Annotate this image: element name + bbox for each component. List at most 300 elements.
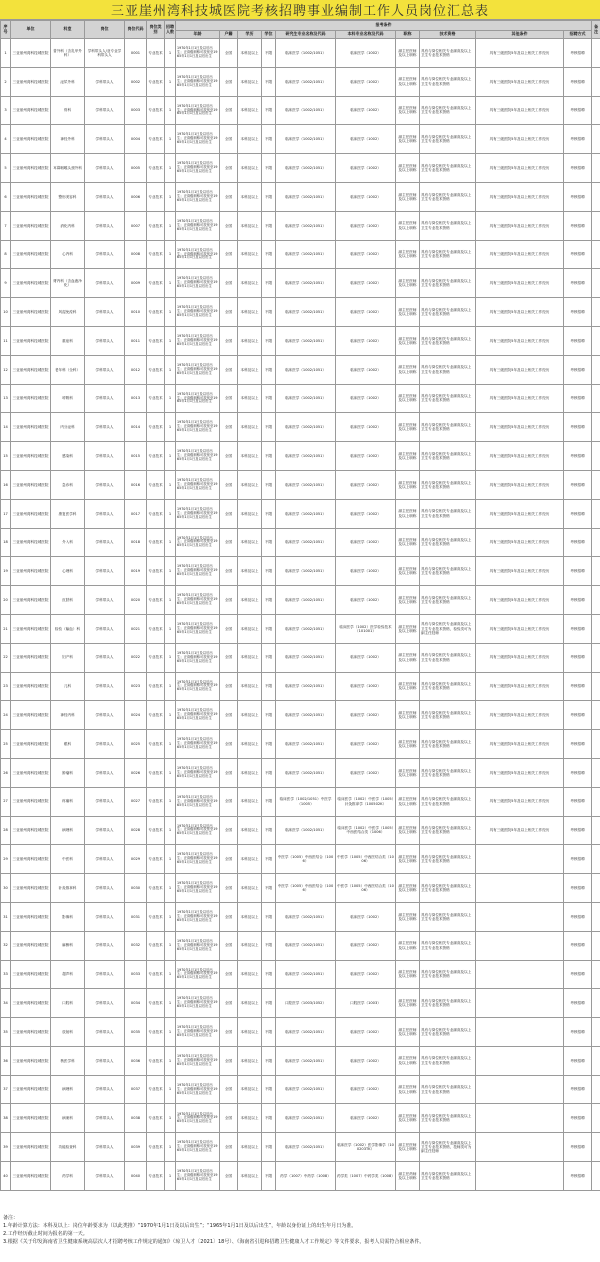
cell-grad-major: 临床医学（1002/1051） xyxy=(276,182,336,211)
cell-other: 具有三级医院5年及以上相关工作经历 xyxy=(476,413,564,442)
cell-edu: 本科及以上 xyxy=(238,298,262,327)
cell-grad-major: 中医学（1005）中西医结合（1006） xyxy=(276,845,336,874)
cell-edu: 本科及以上 xyxy=(238,269,262,298)
cell-dept: 消化内科 xyxy=(51,211,85,240)
cell-other: 具有三级医院5年及以上相关工作经历 xyxy=(476,643,564,672)
cell-title: 副主任医师及以上职称 xyxy=(396,326,420,355)
cell-grad-major: 临床医学（1002/1051） xyxy=(276,499,336,528)
cell-hukou: 全国 xyxy=(220,384,238,413)
cell-unit: 三亚崖州湾科技城医院 xyxy=(11,1104,51,1133)
cell-title: 副主任医师及以上职称 xyxy=(396,499,420,528)
cell-unit: 三亚崖州湾科技城医院 xyxy=(11,931,51,960)
cell-unit: 三亚崖州湾科技城医院 xyxy=(11,413,51,442)
notes-line-2: 2.工作经历截止时间为报名的第一天。 xyxy=(3,1231,88,1237)
cell-code: 0023 xyxy=(125,672,147,701)
cell-unit: 三亚崖州湾科技城医院 xyxy=(11,816,51,845)
table-row xyxy=(1,586,600,615)
cell-unit: 三亚崖州湾科技城医院 xyxy=(11,701,51,730)
cell-edu: 本科及以上 xyxy=(238,384,262,413)
cell-unit: 三亚崖州湾科技城医院 xyxy=(11,557,51,586)
cell-remark xyxy=(592,442,600,471)
notes-line-1: 1.年龄计算方法：本科及以上：岗位年龄要求为（以此类推）“1970年1月1日及以后出生”；“1965年1月1日及以后出生”，年龄以身份证上的出生年月日为准。 xyxy=(3,1223,357,1229)
cell-degree: 不限 xyxy=(262,730,276,759)
cell-no: 37 xyxy=(1,1075,11,1104)
cell-ug-major: 临床医学（1002） xyxy=(336,758,396,787)
cell-no: 30 xyxy=(1,874,11,903)
cell-age: 1970年1月1日及以后出生；正高级职称可放宽至1965年1月1日及以后出生 xyxy=(176,845,220,874)
cell-post: 学科带头人 xyxy=(85,557,125,586)
cell-unit: 三亚崖州湾科技城医院 xyxy=(11,902,51,931)
cell-degree: 不限 xyxy=(262,960,276,989)
cell-unit: 三亚崖州湾科技城医院 xyxy=(11,154,51,183)
cell-code: 0019 xyxy=(125,557,147,586)
table-row xyxy=(1,67,600,96)
cell-count: 1 xyxy=(165,1075,176,1104)
cell-age: 1970年1月1日及以后出生；正高级职称可放宽至1965年1月1日及以后出生 xyxy=(176,989,220,1018)
cell-category: 专业技术 xyxy=(147,442,165,471)
cell-hukou: 全国 xyxy=(220,1104,238,1133)
cell-grad-major: 临床医学（1002/1051） xyxy=(276,355,336,384)
cell-hukou: 全国 xyxy=(220,614,238,643)
cell-count: 1 xyxy=(165,211,176,240)
cell-category: 专业技术 xyxy=(147,1104,165,1133)
cell-remark xyxy=(592,269,600,298)
cell-remark xyxy=(592,643,600,672)
header-hukou: 户籍 xyxy=(220,31,238,39)
cell-category: 专业技术 xyxy=(147,211,165,240)
cell-grad-major: 临床医学（1002/1051） xyxy=(276,67,336,96)
cell-hukou: 全国 xyxy=(220,816,238,845)
cell-post: 学科带头人 xyxy=(85,470,125,499)
cell-no: 38 xyxy=(1,1104,11,1133)
cell-other: 具有三级医院5年及以上相关工作经历 xyxy=(476,211,564,240)
cell-dept: 普外科（含乳甲外科） xyxy=(51,39,85,68)
cell-edu: 本科及以上 xyxy=(238,125,262,154)
table-row xyxy=(1,1133,600,1162)
cell-code: 0007 xyxy=(125,211,147,240)
cell-remark xyxy=(592,413,600,442)
cell-grad-major: 临床医学（1002/1051） xyxy=(276,269,336,298)
cell-title: 副主任医师及以上职称 xyxy=(396,442,420,471)
cell-edu: 本科及以上 xyxy=(238,614,262,643)
table-row xyxy=(1,470,600,499)
cell-post: 学科带头人 xyxy=(85,1046,125,1075)
cell-remark xyxy=(592,1046,600,1075)
table-row xyxy=(1,874,600,903)
cell-grad-major: 临床医学（1002/1051） xyxy=(276,1018,336,1047)
cell-skill: 具有与岗位相关专业副高及以上卫生专业技术资格 xyxy=(420,528,476,557)
cell-method: 考核招聘 xyxy=(564,1075,592,1104)
cell-dept: 药学科 xyxy=(51,1162,85,1191)
notes xyxy=(3,1214,597,1246)
table-row xyxy=(1,499,600,528)
cell-age: 1970年1月1日及以后出生；正高级职称可放宽至1965年1月1日及以后出生 xyxy=(176,931,220,960)
cell-method: 考核招聘 xyxy=(564,960,592,989)
cell-hukou: 全国 xyxy=(220,902,238,931)
cell-edu: 本科及以上 xyxy=(238,845,262,874)
cell-post: 学科带头人 xyxy=(85,787,125,816)
table-row xyxy=(1,701,600,730)
table-row xyxy=(1,960,600,989)
cell-code: 0013 xyxy=(125,384,147,413)
cell-method: 考核招聘 xyxy=(564,614,592,643)
cell-age: 1970年1月1日及以后出生；正高级职称可放宽至1965年1月1日及以后出生 xyxy=(176,902,220,931)
cell-method: 考核招聘 xyxy=(564,39,592,68)
cell-hukou: 全国 xyxy=(220,643,238,672)
cell-count: 1 xyxy=(165,1046,176,1075)
header-post: 岗位 xyxy=(85,21,125,39)
cell-remark xyxy=(592,182,600,211)
cell-category: 专业技术 xyxy=(147,384,165,413)
cell-unit: 三亚崖州湾科技城医院 xyxy=(11,787,51,816)
cell-title: 副主任药师及以上职称 xyxy=(396,1162,420,1191)
cell-category: 专业技术 xyxy=(147,96,165,125)
cell-skill: 具有与岗位相关专业副高及以上卫生专业技术资格 xyxy=(420,701,476,730)
table-row xyxy=(1,326,600,355)
cell-grad-major: 临床医学（1002/1051） xyxy=(276,442,336,471)
cell-remark xyxy=(592,499,600,528)
cell-method: 考核招聘 xyxy=(564,1162,592,1191)
cell-dept: 骨科 xyxy=(51,96,85,125)
cell-hukou: 全国 xyxy=(220,672,238,701)
cell-hukou: 全国 xyxy=(220,499,238,528)
table-row xyxy=(1,269,600,298)
cell-dept: 麻醉科 xyxy=(51,931,85,960)
cell-edu: 本科及以上 xyxy=(238,1018,262,1047)
cell-hukou: 全国 xyxy=(220,586,238,615)
cell-count: 1 xyxy=(165,470,176,499)
table-row xyxy=(1,125,600,154)
cell-dept: 检验（输血）科 xyxy=(51,614,85,643)
cell-post: 学科带头人 xyxy=(85,931,125,960)
cell-post: 学科带头人 xyxy=(85,1018,125,1047)
cell-remark xyxy=(592,586,600,615)
cell-edu: 本科及以上 xyxy=(238,1046,262,1075)
cell-method: 考核招聘 xyxy=(564,67,592,96)
cell-method: 考核招聘 xyxy=(564,355,592,384)
cell-method: 考核招聘 xyxy=(564,413,592,442)
table-row xyxy=(1,240,600,269)
cell-category: 专业技术 xyxy=(147,1018,165,1047)
cell-edu: 本科及以上 xyxy=(238,1075,262,1104)
cell-code: 0003 xyxy=(125,96,147,125)
cell-grad-major: 临床医学（1002/1051） xyxy=(276,672,336,701)
header-method: 招聘方式 xyxy=(564,31,592,39)
cell-method: 考核招聘 xyxy=(564,1133,592,1162)
cell-hukou: 全国 xyxy=(220,211,238,240)
cell-no: 35 xyxy=(1,1018,11,1047)
cell-code: 0015 xyxy=(125,442,147,471)
cell-category: 专业技术 xyxy=(147,1162,165,1191)
cell-degree: 不限 xyxy=(262,701,276,730)
cell-age: 1970年1月1日及以后出生；正高级职称可放宽至1965年1月1日及以后出生 xyxy=(176,816,220,845)
cell-ug-major: 临床医学（1002） xyxy=(336,442,396,471)
cell-code: 0035 xyxy=(125,1018,147,1047)
cell-method: 考核招聘 xyxy=(564,874,592,903)
cell-ug-major: 临床医学（1002） xyxy=(336,269,396,298)
cell-count: 1 xyxy=(165,586,176,615)
cell-degree: 不限 xyxy=(262,413,276,442)
cell-dept: 心内科 xyxy=(51,240,85,269)
cell-edu: 本科及以上 xyxy=(238,96,262,125)
cell-ug-major: 临床医学（1002） xyxy=(336,701,396,730)
cell-hukou: 全国 xyxy=(220,182,238,211)
cell-method: 考核招聘 xyxy=(564,643,592,672)
cell-dept: 肾内科（含血液净化） xyxy=(51,269,85,298)
cell-hukou: 全国 xyxy=(220,557,238,586)
cell-skill: 具有与岗位相关专业副高及以上卫生专业技术资格 xyxy=(420,845,476,874)
cell-category: 专业技术 xyxy=(147,154,165,183)
cell-category: 专业技术 xyxy=(147,758,165,787)
cell-title: 副主任医师及以上职称 xyxy=(396,1018,420,1047)
cell-remark xyxy=(592,902,600,931)
cell-other: 具有三级医院5年及以上相关工作经历 xyxy=(476,298,564,327)
cell-skill: 具有与岗位相关专业副高及以上卫生专业技术资格 xyxy=(420,384,476,413)
cell-skill: 具有与岗位相关专业副高及以上卫生专业技术资格 xyxy=(420,672,476,701)
cell-other: 具有三级医院5年及以上相关工作经历 xyxy=(476,586,564,615)
cell-no: 1 xyxy=(1,39,11,68)
cell-edu: 本科及以上 xyxy=(238,960,262,989)
cell-hukou: 全国 xyxy=(220,154,238,183)
cell-post: 学科带头人 xyxy=(85,442,125,471)
cell-degree: 不限 xyxy=(262,182,276,211)
cell-age: 1970年1月1日及以后出生；正高级职称可放宽至1965年1月1日及以后出生 xyxy=(176,1018,220,1047)
cell-degree: 不限 xyxy=(262,67,276,96)
header-remark: 备注 xyxy=(592,21,600,39)
cell-category: 专业技术 xyxy=(147,269,165,298)
cell-grad-major: 临床医学（1002/1051） xyxy=(276,326,336,355)
cell-grad-major: 临床医学（1002/1051） xyxy=(276,643,336,672)
cell-age: 1970年1月1日及以后出生；正高级职称可放宽至1965年1月1日及以后出生 xyxy=(176,39,220,68)
cell-unit: 三亚崖州湾科技城医院 xyxy=(11,672,51,701)
cell-unit: 三亚崖州湾科技城医院 xyxy=(11,845,51,874)
cell-no: 26 xyxy=(1,758,11,787)
cell-unit: 三亚崖州湾科技城医院 xyxy=(11,269,51,298)
cell-edu: 本科及以上 xyxy=(238,643,262,672)
cell-age: 1970年1月1日及以后出生；正高级职称可放宽至1965年1月1日及以后出生 xyxy=(176,1046,220,1075)
cell-no: 24 xyxy=(1,701,11,730)
cell-skill: 具有与岗位相关专业副高及以上卫生专业技术资格 xyxy=(420,470,476,499)
cell-other: 具有三级医院5年及以上相关工作经历 xyxy=(476,326,564,355)
cell-code: 0012 xyxy=(125,355,147,384)
cell-category: 专业技术 xyxy=(147,355,165,384)
cell-post: 学科带头人 xyxy=(85,672,125,701)
cell-no: 31 xyxy=(1,902,11,931)
cell-no: 13 xyxy=(1,384,11,413)
cell-skill: 具有与岗位相关专业副高及以上卫生专业技术资格 xyxy=(420,874,476,903)
cell-category: 专业技术 xyxy=(147,326,165,355)
cell-unit: 三亚崖州湾科技城医院 xyxy=(11,528,51,557)
cell-unit: 三亚崖州湾科技城医院 xyxy=(11,586,51,615)
cell-post: 学科带头人 xyxy=(85,701,125,730)
header-skill: 技术资格 xyxy=(420,31,476,39)
cell-code: 0004 xyxy=(125,125,147,154)
cell-edu: 本科及以上 xyxy=(238,1133,262,1162)
cell-skill: 具有与岗位相关专业副高及以上卫生专业技术资格 xyxy=(420,931,476,960)
cell-dept: 超声科 xyxy=(51,960,85,989)
cell-ug-major: 临床医学（1002）中医学（1005）针灸推拿学（100502K） xyxy=(336,787,396,816)
cell-no: 3 xyxy=(1,96,11,125)
cell-unit: 三亚崖州湾科技城医院 xyxy=(11,211,51,240)
cell-grad-major: 临床医学（1002/1051） xyxy=(276,125,336,154)
cell-other xyxy=(476,845,564,874)
cell-remark xyxy=(592,1018,600,1047)
table-row xyxy=(1,643,600,672)
cell-hukou: 全国 xyxy=(220,39,238,68)
cell-category: 专业技术 xyxy=(147,701,165,730)
cell-hukou: 全国 xyxy=(220,269,238,298)
cell-code: 0040 xyxy=(125,1162,147,1191)
cell-no: 12 xyxy=(1,355,11,384)
cell-dept: 口腔科 xyxy=(51,989,85,1018)
cell-age: 1970年1月1日及以后出生；正高级职称可放宽至1965年1月1日及以后出生 xyxy=(176,557,220,586)
cell-code: 0028 xyxy=(125,816,147,845)
cell-hukou: 全国 xyxy=(220,1162,238,1191)
cell-dept: 功能检查科 xyxy=(51,1133,85,1162)
cell-no: 5 xyxy=(1,154,11,183)
cell-other: 具有三级医院5年及以上相关工作经历 xyxy=(476,67,564,96)
cell-age: 1970年1月1日及以后出生；正高级职称可放宽至1965年1月1日及以后出生 xyxy=(176,499,220,528)
cell-remark xyxy=(592,931,600,960)
cell-count: 1 xyxy=(165,96,176,125)
cell-title: 副主任医师及以上职称 xyxy=(396,931,420,960)
table-row xyxy=(1,413,600,442)
cell-skill: 具有与岗位相关专业副高及以上卫生专业技术资格 xyxy=(420,787,476,816)
cell-hukou: 全国 xyxy=(220,845,238,874)
header-age: 年龄 xyxy=(176,31,220,39)
cell-code: 0029 xyxy=(125,845,147,874)
cell-code: 0022 xyxy=(125,643,147,672)
cell-count: 1 xyxy=(165,672,176,701)
cell-count: 1 xyxy=(165,1104,176,1133)
cell-unit: 三亚崖州湾科技城医院 xyxy=(11,874,51,903)
cell-title: 副主任医师及以上职称 xyxy=(396,384,420,413)
cell-grad-major: 临床医学（1002/1051） xyxy=(276,39,336,68)
cell-dept: 疼痛科 xyxy=(51,787,85,816)
cell-post: 学科带头人 xyxy=(85,96,125,125)
cell-degree: 不限 xyxy=(262,874,276,903)
cell-no: 8 xyxy=(1,240,11,269)
cell-degree: 不限 xyxy=(262,384,276,413)
cell-hukou: 全国 xyxy=(220,298,238,327)
cell-title: 副主任医师及以上职称 xyxy=(396,902,420,931)
cell-no: 23 xyxy=(1,672,11,701)
cell-post: 学科带头人 xyxy=(85,960,125,989)
cell-unit: 三亚崖州湾科技城医院 xyxy=(11,989,51,1018)
header-conditions: 报考条件 xyxy=(176,21,592,31)
cell-age: 1970年1月1日及以后出生；正高级职称可放宽至1965年1月1日及以后出生 xyxy=(176,614,220,643)
table-row xyxy=(1,298,600,327)
cell-no: 32 xyxy=(1,931,11,960)
cell-remark xyxy=(592,1162,600,1191)
cell-remark xyxy=(592,326,600,355)
cell-remark xyxy=(592,298,600,327)
cell-age: 1970年1月1日及以后出生；正高级职称可放宽至1965年1月1日及以后出生 xyxy=(176,298,220,327)
cell-code: 0038 xyxy=(125,1104,147,1133)
cell-edu: 本科及以上 xyxy=(238,240,262,269)
cell-dept: 病案科 xyxy=(51,1104,85,1133)
cell-ug-major: 临床医学（1002） xyxy=(336,557,396,586)
cell-edu: 本科及以上 xyxy=(238,730,262,759)
cell-age: 1970年1月1日及以后出生；正高级职称可放宽至1965年1月1日及以后出生 xyxy=(176,787,220,816)
cell-hukou: 全国 xyxy=(220,701,238,730)
cell-hukou: 全国 xyxy=(220,528,238,557)
cell-unit: 三亚崖州湾科技城医院 xyxy=(11,730,51,759)
cell-ug-major: 临床医学（1002） xyxy=(336,528,396,557)
cell-age: 1970年1月1日及以后出生；正高级职称可放宽至1965年1月1日及以后出生 xyxy=(176,470,220,499)
cell-title: 副主任医师及以上职称 xyxy=(396,643,420,672)
cell-category: 专业技术 xyxy=(147,787,165,816)
cell-remark xyxy=(592,1133,600,1162)
cell-no: 34 xyxy=(1,989,11,1018)
header-other: 其他条件 xyxy=(476,31,564,39)
cell-title: 副主任医师及以上职称 xyxy=(396,154,420,183)
cell-unit: 三亚崖州湾科技城医院 xyxy=(11,355,51,384)
cell-code: 0025 xyxy=(125,730,147,759)
cell-ug-major: 临床医学（1002） xyxy=(336,470,396,499)
cell-post: 学科带头人 xyxy=(85,989,125,1018)
cell-post: 学科带头人 xyxy=(85,67,125,96)
cell-unit: 三亚崖州湾科技城医院 xyxy=(11,67,51,96)
cell-unit: 三亚崖州湾科技城医院 xyxy=(11,614,51,643)
cell-ug-major: 临床医学（1002） xyxy=(336,298,396,327)
cell-skill: 具有与岗位相关专业副高及以上卫生专业技术资格 xyxy=(420,758,476,787)
cell-edu: 本科及以上 xyxy=(238,874,262,903)
cell-age: 1970年1月1日及以后出生；正高级职称可放宽至1965年1月1日及以后出生 xyxy=(176,154,220,183)
cell-count: 1 xyxy=(165,413,176,442)
cell-method: 考核招聘 xyxy=(564,384,592,413)
cell-skill: 具有与岗位相关专业副高及以上卫生专业技术资格 xyxy=(420,326,476,355)
cell-ug-major: 临床医学（1002）中医学（1005）中西医结合类（1006） xyxy=(336,816,396,845)
cell-category: 专业技术 xyxy=(147,470,165,499)
cell-ug-major: 临床医学（1002） xyxy=(336,730,396,759)
cell-skill: 具有与岗位相关专业副高及以上卫生专业技术资格 xyxy=(420,1046,476,1075)
cell-hukou: 全国 xyxy=(220,730,238,759)
cell-count: 1 xyxy=(165,557,176,586)
header-row xyxy=(1,21,600,31)
cell-other xyxy=(476,902,564,931)
cell-no: 6 xyxy=(1,182,11,211)
table-row xyxy=(1,528,600,557)
cell-unit: 三亚崖州湾科技城医院 xyxy=(11,1018,51,1047)
cell-skill: 具有与岗位相关专业副高及以上卫生专业技术资格 xyxy=(420,67,476,96)
cell-grad-major: 临床医学（1002/1051） xyxy=(276,1046,336,1075)
cell-no: 20 xyxy=(1,586,11,615)
cell-edu: 本科及以上 xyxy=(238,154,262,183)
cell-dept: 内分泌科 xyxy=(51,413,85,442)
cell-method: 考核招聘 xyxy=(564,931,592,960)
cell-count: 1 xyxy=(165,816,176,845)
cell-category: 专业技术 xyxy=(147,874,165,903)
cell-grad-major: 临床医学（1002/1051） xyxy=(276,528,336,557)
cell-post: 学科带头人 xyxy=(85,1075,125,1104)
cell-age: 1970年1月1日及以后出生；正高级职称可放宽至1965年1月1日及以后出生 xyxy=(176,269,220,298)
cell-method: 考核招聘 xyxy=(564,528,592,557)
table-body xyxy=(1,39,600,1191)
cell-skill: 具有与岗位相关专业副高及以上卫生专业技术资格 xyxy=(420,960,476,989)
cell-code: 0032 xyxy=(125,931,147,960)
cell-post: 学科带头人 xyxy=(85,758,125,787)
cell-other: 具有三级医院5年及以上相关工作经历 xyxy=(476,470,564,499)
cell-dept: 神经内科 xyxy=(51,701,85,730)
cell-remark xyxy=(592,470,600,499)
cell-dept: 眼科 xyxy=(51,730,85,759)
cell-method: 考核招聘 xyxy=(564,96,592,125)
cell-title: 副主任医师及以上职称 xyxy=(396,960,420,989)
cell-no: 22 xyxy=(1,643,11,672)
cell-method: 考核招聘 xyxy=(564,442,592,471)
cell-code: 0037 xyxy=(125,1075,147,1104)
